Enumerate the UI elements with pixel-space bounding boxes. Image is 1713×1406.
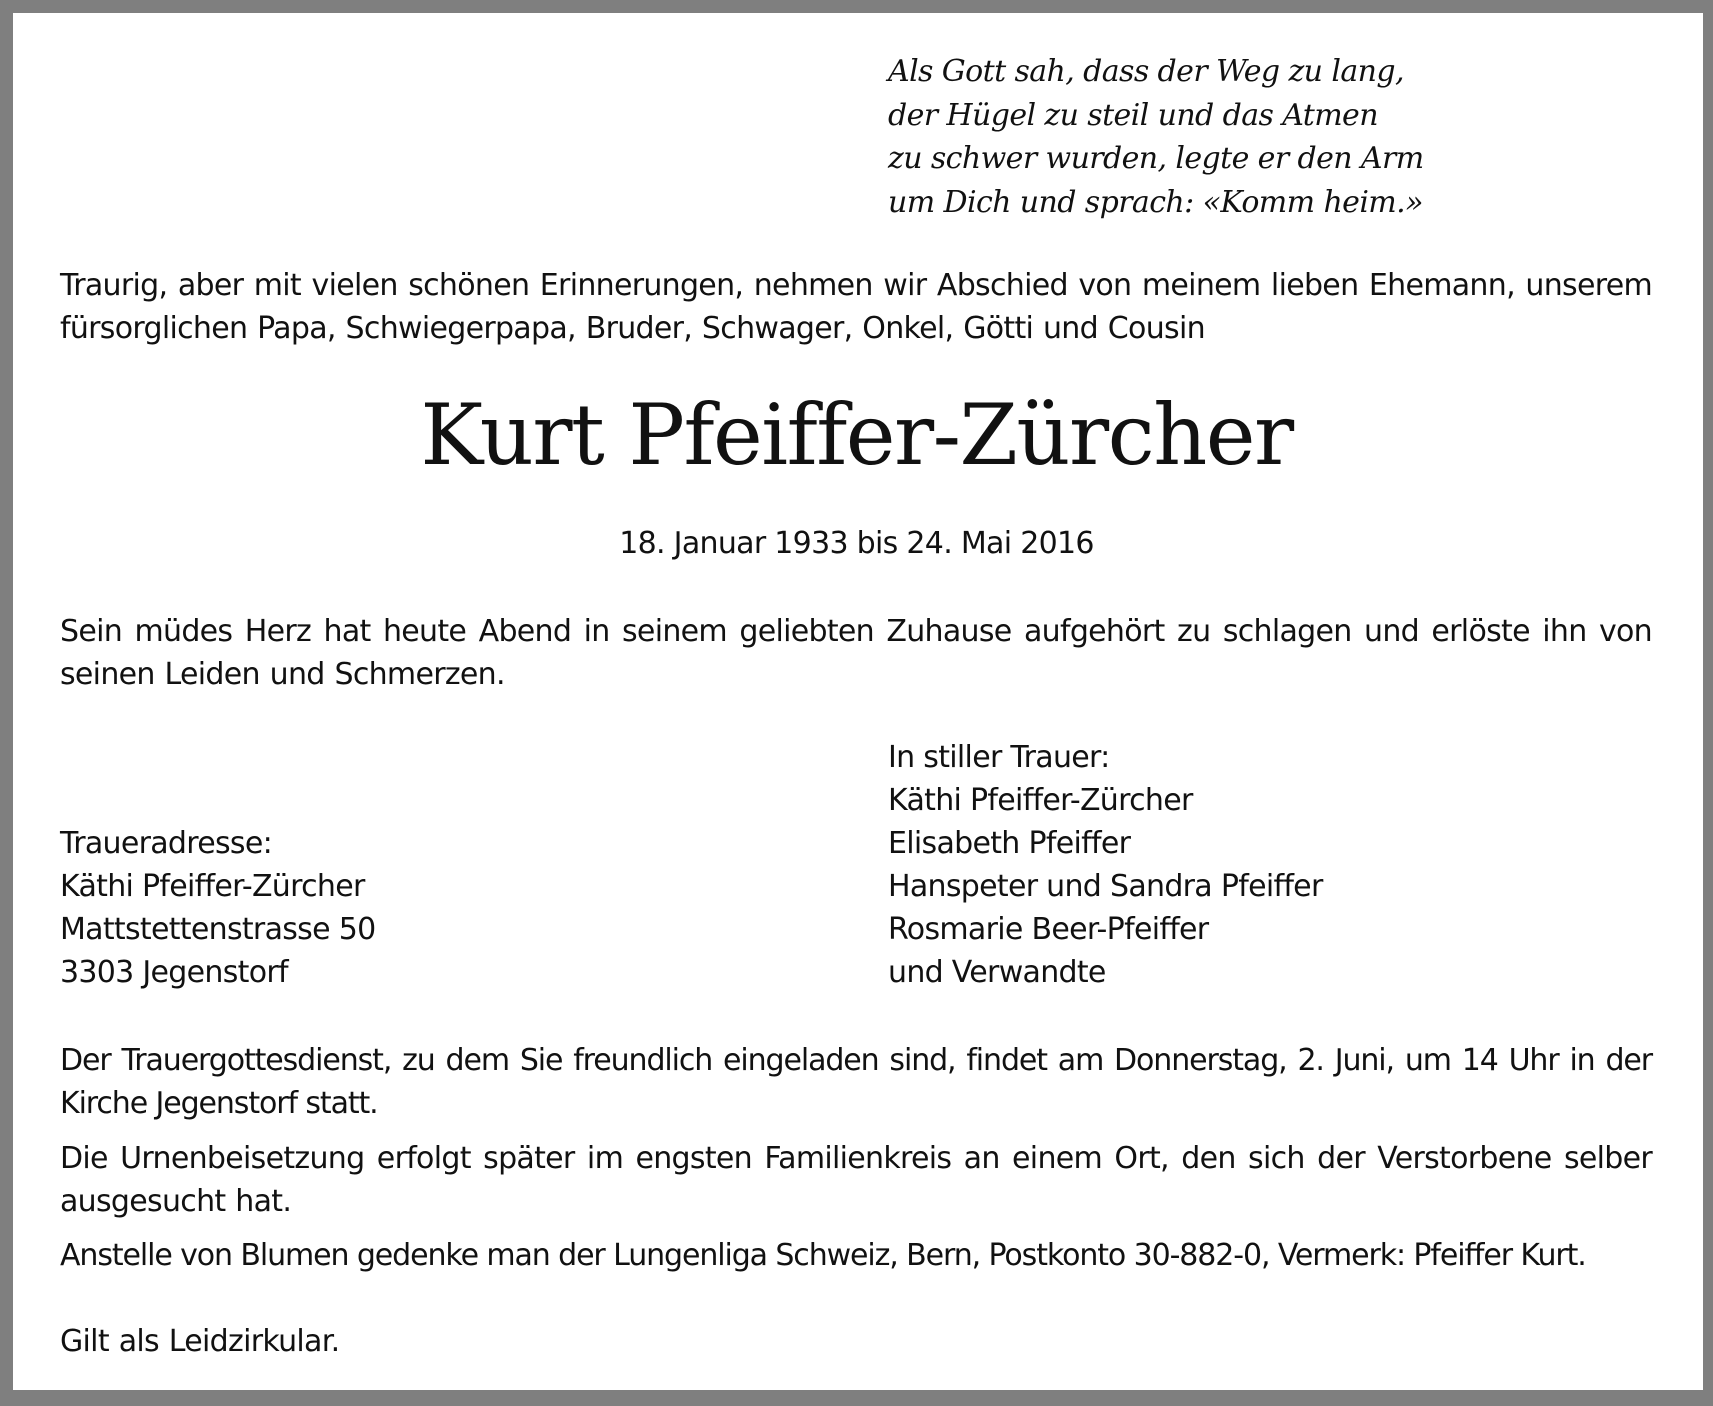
donation-text: Anstelle von Blumen gedenke man der Lungenliga Schweiz, Bern, Postkonto 30-882-0, Vermerk: Pfeiffer Kurt. (60, 1238, 1586, 1273)
address-city: 3303 Jegenstorf (60, 955, 288, 990)
life-dates: 18. Januar 1933 bis 24. Mai 2016 (619, 526, 1094, 561)
circular-note: Gilt als Leidzirkular. (60, 1324, 340, 1359)
mourners-list (888, 736, 1323, 994)
mourner-name: Hanspeter und Sandra Pfeiffer (888, 869, 1323, 904)
intro-text: Traurig, aber mit vielen schönen Erinnerungen, nehmen wir Abschied von meinem lieben Ehemann, unserem fürsorglichen Papa, Schwiegerpapa, Bruder, Schwager, Onkel, Götti und Cousin (60, 268, 1652, 346)
poem-line: der Hügel zu steil und das Atmen (888, 97, 1378, 133)
urn-text: Die Urnenbeisetzung erfolgt später im engsten Familienkreis an einem Ort, den sich der Verstorbene selber ausgesucht hat. (60, 1141, 1652, 1219)
address-street: Mattstettenstrasse 50 (60, 912, 376, 947)
poem-line: um Dich und sprach: «Komm heim.» (888, 184, 1423, 220)
poem-line: Als Gott sah, dass der Weg zu lang, (888, 54, 1404, 89)
mourner-name: Rosmarie Beer-Pfeiffer (888, 912, 1209, 947)
poem-line: zu schwer wurden, legte er den Arm (888, 141, 1424, 176)
address-name: Käthi Pfeiffer-Zürcher (60, 869, 365, 904)
mourning-address (60, 822, 375, 994)
poem (888, 50, 1508, 224)
mourner-name: und Verwandte (888, 955, 1106, 990)
mourner-name: Käthi Pfeiffer-Zürcher (888, 783, 1193, 818)
mourners-heading: In stiller Trauer: (888, 740, 1110, 775)
passing-text: Sein müdes Herz hat heute Abend in seinem geliebten Zuhause aufgehört zu schlagen und erlöste ihn von seinen Leiden und Schmerzen. (60, 614, 1652, 692)
service-text: Der Trauergottesdienst, zu dem Sie freundlich eingeladen sind, findet am Donnerstag, 2. Juni, um 14 Uhr in der Kirche Jegenstorf statt. (60, 1043, 1652, 1121)
address-heading: Traueradresse: (60, 826, 273, 861)
deceased-name: Kurt Pfeiffer-Zürcher (420, 386, 1293, 484)
mourner-name: Elisabeth Pfeiffer (888, 826, 1131, 861)
